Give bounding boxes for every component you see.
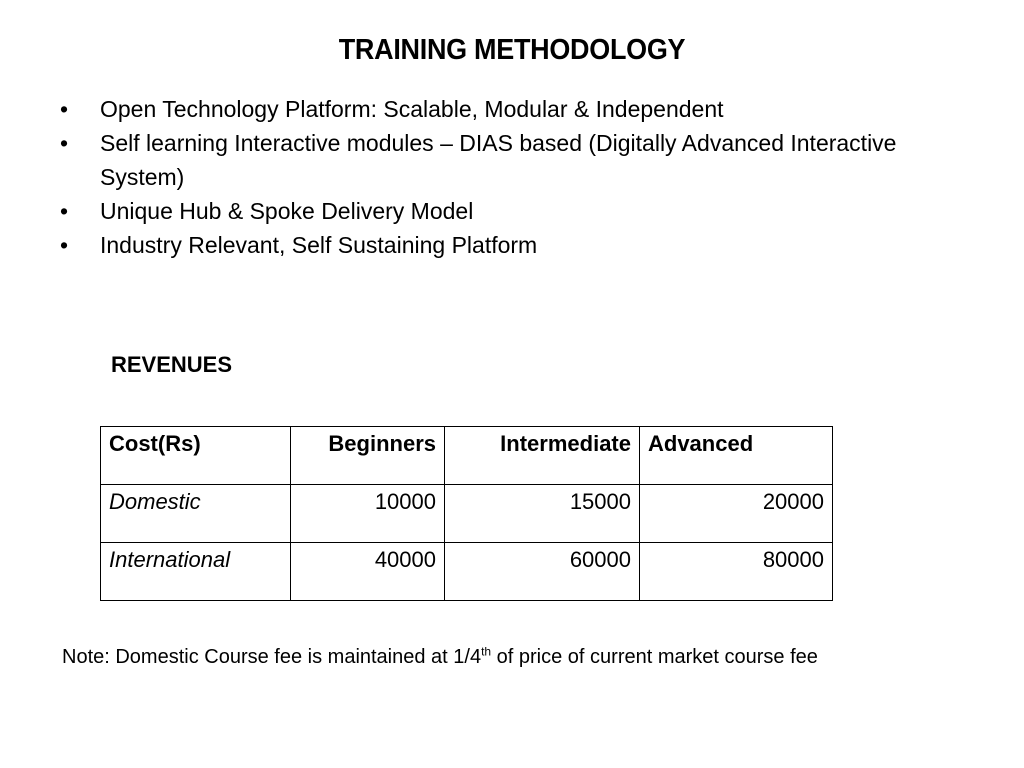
- table-row: [101, 543, 833, 601]
- bullet-text: Open Technology Platform: Scalable, Modular & Independent: [100, 96, 724, 122]
- cell-domestic-intermediate: 15000: [445, 485, 640, 543]
- bullet-dot: •: [60, 96, 69, 122]
- cell-international-beginners: 40000: [291, 543, 445, 601]
- bullet-text: Unique Hub & Spoke Delivery Model: [100, 198, 474, 224]
- slide-title: TRAINING METHODOLOGY: [338, 34, 686, 66]
- note-suffix: of price of current market course fee: [491, 646, 818, 668]
- cell-international-advanced: 80000: [640, 543, 833, 601]
- methodology-bullet-list: [60, 92, 920, 262]
- header-advanced: Advanced: [640, 427, 833, 485]
- bullet-item: [60, 228, 920, 262]
- cell-international-intermediate: 60000: [445, 543, 640, 601]
- revenues-table: [100, 426, 833, 601]
- cell-domestic-beginners: 10000: [291, 485, 445, 543]
- header-intermediate: Intermediate: [445, 427, 640, 485]
- footnote: [62, 646, 818, 669]
- bullet-item: [60, 194, 920, 228]
- bullet-dot: •: [60, 198, 69, 224]
- row-label-international: International: [101, 543, 291, 601]
- table-header-row: [101, 427, 833, 485]
- note-prefix: Note: Domestic Course fee is maintained at 1/4: [62, 646, 482, 668]
- bullet-dot: •: [60, 232, 69, 258]
- header-cost: Cost(Rs): [101, 427, 291, 485]
- bullet-text: Self learning Interactive modules – DIAS based (Digitally Advanced Interactive System): [100, 130, 897, 190]
- row-label-domestic: Domestic: [101, 485, 291, 543]
- bullet-item: [60, 126, 920, 194]
- header-beginners: Beginners: [291, 427, 445, 485]
- cell-domestic-advanced: 20000: [640, 485, 833, 543]
- bullet-text: Industry Relevant, Self Sustaining Platform: [100, 232, 538, 258]
- revenues-heading: REVENUES: [111, 352, 233, 377]
- table-row: [101, 485, 833, 543]
- bullet-item: [60, 92, 920, 126]
- bullet-dot: •: [60, 130, 69, 156]
- note-superscript: th: [481, 644, 492, 659]
